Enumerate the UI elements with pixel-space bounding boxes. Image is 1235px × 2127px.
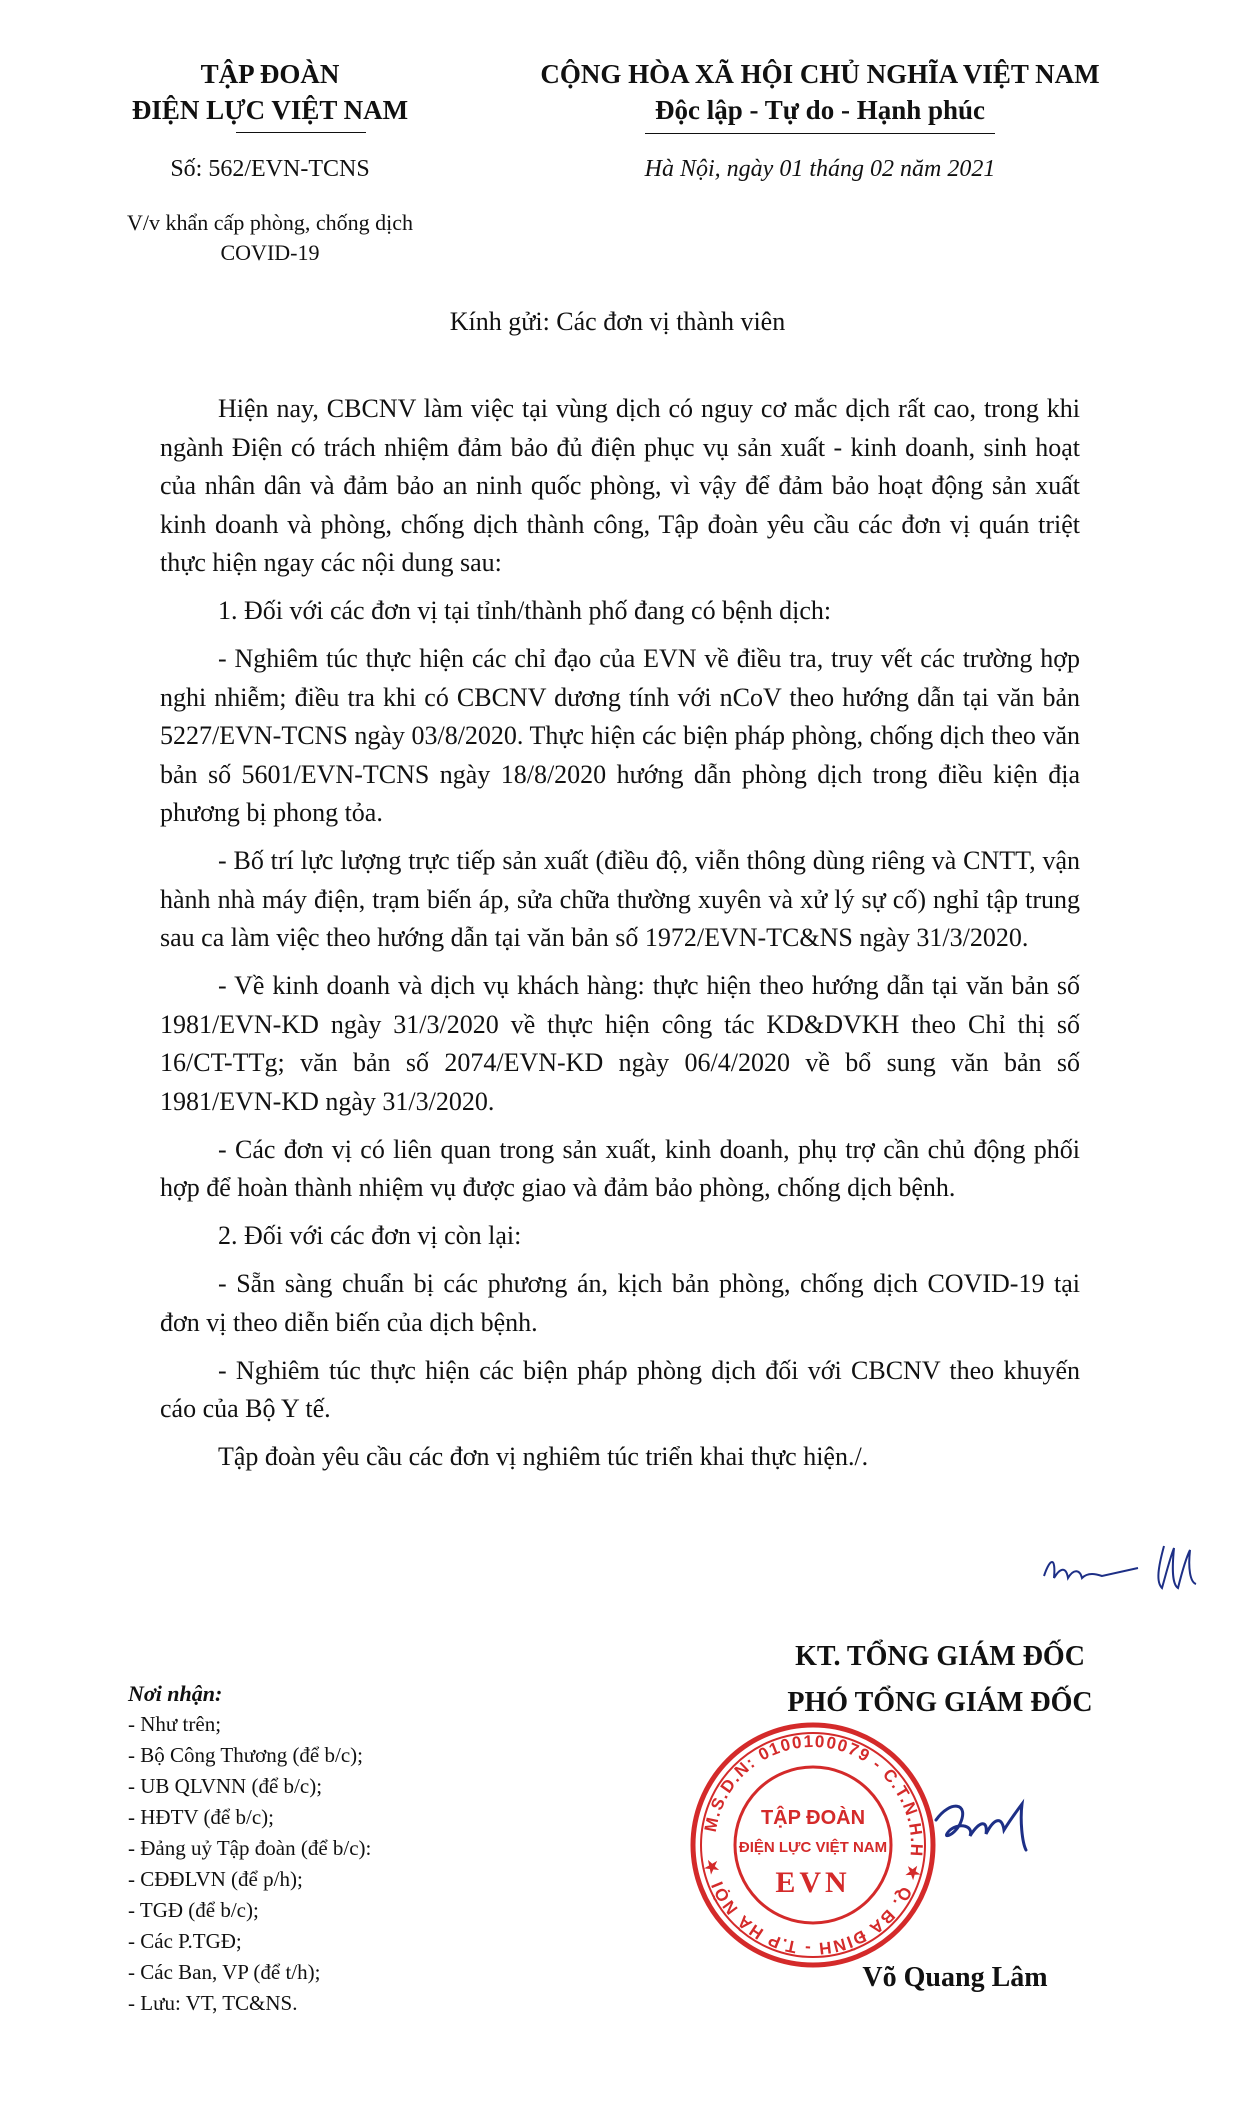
section-heading-1: 1. Đối với các đơn vị tại tỉnh/thành phố đang có bệnh dịch: bbox=[218, 596, 832, 625]
signature-title-line-1: KT. TỔNG GIÁM ĐỐC bbox=[795, 1641, 1085, 1672]
section-1-item-3: - Về kinh doanh và dịch vụ khách hàng: thực hiện theo hướng dẫn tại văn bản số 1981/EVN-KD ngày 31/3/2020 về thực hiện công tác KD&DVKH theo Chỉ thị số 16/CT-TTg; văn bản số 2074/EVN-KD ngày 06/4/2020 về bổ sung văn bản số 1981/EVN-KD ngày 31/3/2020. bbox=[160, 971, 1080, 1116]
intro-paragraph: Hiện nay, CBCNV làm việc tại vùng dịch có nguy cơ mắc dịch rất cao, trong khi ngành Điện có trách nhiệm đảm bảo đủ điện phục vụ sản xuất - kinh doanh, sinh hoạt của nhân dân và đảm bảo an ninh quốc phòng, vì vậy để đảm bảo hoạt động sản xuất kinh doanh và phòng, chống dịch thành công, Tập đoàn yêu cầu các đơn vị quán triệt thực hiện ngay các nội dung sau: bbox=[160, 394, 1080, 577]
list-item: - Đảng uỷ Tập đoàn (để b/c): bbox=[128, 1836, 372, 1860]
list-item: - Lưu: VT, TC&NS. bbox=[128, 1991, 298, 2015]
place-and-date: Hà Nội, ngày 01 tháng 02 năm 2021 bbox=[644, 156, 996, 182]
initials-signature-icon bbox=[1040, 1538, 1220, 1598]
national-header bbox=[510, 56, 1130, 128]
closing-paragraph: Tập đoàn yêu cầu các đơn vị nghiêm túc triển khai thực hiện./. bbox=[218, 1442, 869, 1471]
handwritten-signature-icon bbox=[930, 1790, 1030, 1860]
signature-title bbox=[740, 1634, 1140, 1726]
org-line-1: TẬP ĐOÀN bbox=[200, 59, 340, 89]
stamp-line-1: TẬP ĐOÀN bbox=[760, 1807, 866, 1829]
recipients-title: Nơi nhận: bbox=[128, 1681, 223, 1706]
nation-line-2: Độc lập - Tự do - Hạnh phúc bbox=[654, 95, 986, 125]
subject-line-1: V/v khẩn cấp phòng, chống dịch bbox=[127, 210, 413, 235]
document-number: Số: 562/EVN-TCNS bbox=[170, 156, 370, 182]
recipients-list bbox=[128, 1678, 588, 2019]
document-subject bbox=[120, 208, 420, 268]
list-item: - CĐĐLVN (để p/h); bbox=[128, 1867, 303, 1891]
section-1-item-1: - Nghiêm túc thực hiện các chỉ đạo của EVN về điều tra, truy vết các trường hợp nghi nhiễm; điều tra khi có CBCNV dương tính với nCoV theo hướng dẫn tại văn bản 5227/EVN-TCNS ngày 03/8/2020. Thực hiện các biện pháp phòng, chống dịch theo văn bản số 5601/EVN-TCNS ngày 18/8/2020 hướng dẫn phòng dịch trong điều kiện địa phương bị phong tỏa. bbox=[160, 644, 1080, 827]
org-line-2: ĐIỆN LỰC VIỆT NAM bbox=[131, 95, 409, 125]
org-underline bbox=[236, 132, 366, 133]
section-1-item-4: - Các đơn vị có liên quan trong sản xuất, kinh doanh, phụ trợ cần chủ động phối hợp để hoàn thành nhiệm vụ được giao và đảm bảo phòng, chống dịch bệnh. bbox=[160, 1134, 1080, 1202]
list-item: - Các P.TGĐ; bbox=[128, 1929, 242, 1953]
subject-line-2: COVID-19 bbox=[220, 240, 320, 265]
list-item: - Bộ Công Thương (để b/c); bbox=[128, 1743, 363, 1767]
nation-line-1: CỘNG HÒA XÃ HỘI CHỦ NGHĨA VIỆT NAM bbox=[540, 59, 1100, 89]
stamp-logo: EVN bbox=[775, 1866, 851, 1899]
list-item: - Các Ban, VP (để t/h); bbox=[128, 1960, 321, 1984]
stamp-ring-text: M.S.D.N: 0100100079 - C.T.N.H.H ★ Q. BA ĐÌNH - T.P HÀ NỘI ★ bbox=[700, 1731, 927, 1959]
section-2-item-2: - Nghiêm túc thực hiện các biện pháp phòng dịch đối với CBCNV theo khuyến cáo của Bộ Y tế. bbox=[160, 1355, 1080, 1423]
stamp-line-2: ĐIỆN LỰC VIỆT NAM bbox=[738, 1839, 888, 1856]
signer-name: Võ Quang Lâm bbox=[862, 1962, 1048, 1993]
official-stamp-icon bbox=[688, 1720, 938, 1970]
issuing-organization bbox=[120, 56, 420, 128]
section-heading-2: 2. Đối với các đơn vị còn lại: bbox=[218, 1221, 522, 1250]
list-item: - TGĐ (để b/c); bbox=[128, 1898, 259, 1922]
list-item: - Như trên; bbox=[128, 1712, 222, 1736]
section-2-item-1: - Sẵn sàng chuẩn bị các phương án, kịch bản phòng, chống dịch COVID-19 tại đơn vị theo diễn biến của dịch bệnh. bbox=[160, 1269, 1080, 1337]
letter-body bbox=[160, 390, 1080, 1486]
section-1-item-2: - Bố trí lực lượng trực tiếp sản xuất (điều độ, viễn thông dùng riêng và CNTT, vận hành nhà máy điện, trạm biến áp, sửa chữa thường xuyên và xử lý sự cố) nghỉ tập trung sau ca làm việc theo hướng dẫn tại văn bản số 1972/EVN-TC&NS ngày 31/3/2020. bbox=[160, 846, 1080, 952]
list-item: - UB QLVNN (để b/c); bbox=[128, 1774, 323, 1798]
motto-underline bbox=[645, 133, 995, 134]
list-item: - HĐTV (để b/c); bbox=[128, 1805, 274, 1829]
signature-title-line-2: PHÓ TỔNG GIÁM ĐỐC bbox=[787, 1687, 1093, 1718]
salutation: Kính gửi: Các đơn vị thành viên bbox=[449, 307, 786, 336]
